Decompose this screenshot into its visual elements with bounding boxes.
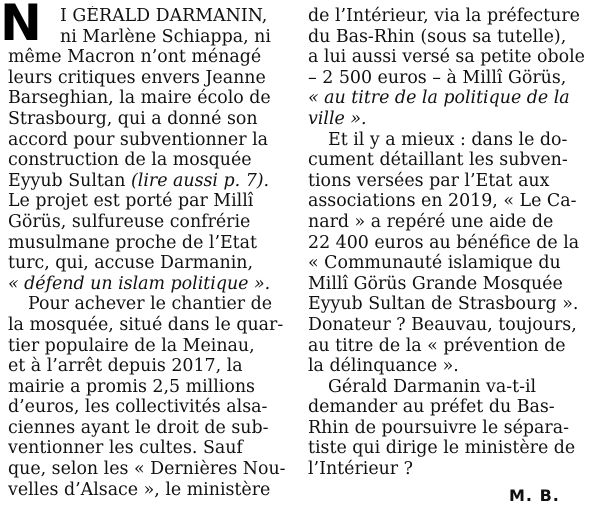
text-line: ventionner les cultes. Sauf [8,438,243,459]
text-line: nard » a repéré une aide de [308,211,554,232]
text-line: mairie a promis 2,5 millions [8,376,255,397]
text-line: ni Marlène Schiappa, ni [60,26,271,47]
text-line: Donateur ? Beauvau, toujours, [308,314,577,335]
text-line: Barseghian, la maire écolo de [8,88,271,109]
text-line: l’Intérieur ? [308,459,413,480]
text-line: ville ». [308,108,367,129]
text-line: Pour achever le chantier de [28,294,273,315]
text-line: que, selon les « Dernières Nou- [8,459,286,480]
text-line: a lui aussi versé sa petite obole [308,47,585,68]
text-line: au titre de la « prévention de [308,335,566,356]
text-line: velles d’Alsace », le ministère [8,479,271,500]
text-line: et à l’arrêt depuis 2017, la [8,356,243,377]
text-line: Et il y a mieux : dans le do- [328,129,568,150]
text-line: ciennes ayant le droit de sub- [8,417,269,438]
text-line: « Communauté islamique du [308,253,561,274]
left-column [8,6,288,500]
text-line: – 2 500 euros – à Millî Görüs, [308,67,567,88]
text-line: cument détaillant les subven- [308,150,568,171]
text-line: 22 400 euros au bénéfice de la [308,232,580,253]
text-line: turc, qui, accuse Darmanin, [8,253,254,274]
text-line: construction de la mosquée [8,150,252,171]
text-line: I GÉRALD DARMANIN, [60,6,268,26]
text-line: tions versées par l’Etat aux [308,170,550,191]
text-line: associations en 2019, « Le Ca- [308,191,577,212]
text-line: Gérald Darmanin va-t-il [328,376,537,397]
text-line: tiste qui dirige le ministère de [308,438,576,459]
text-line: Millî Görüs Grande Mosquée [308,273,563,294]
text-line: Rhin de poursuivre le sépara- [308,417,569,438]
text-line: Görüs, sulfureuse confrérie [8,211,251,232]
text-line: de l’Intérieur, via la préfecture [308,6,580,26]
text-line: la mosquée, situé dans le quar- [8,314,284,335]
text-line: demander au préfet du Bas- [308,397,555,418]
author-signature: M. B. [509,486,560,505]
text-line: même Macron n’ont ménagé [8,47,262,68]
text-line: Strasbourg, qui a donné son [8,108,258,129]
text-line: musulmane proche de l’Etat [8,232,258,253]
text-line: accord pour subventionner la [8,129,268,150]
cross-reference: (lire aussi p. 7). [130,170,270,191]
drop-cap: N [0,0,42,52]
right-column [308,6,588,480]
text-line: Le projet est porté par Millî [8,191,254,212]
text-line: leurs critiques envers Jeanne [8,67,266,88]
text-line: du Bas-Rhin (sous sa tutelle), [308,26,567,47]
text-line: tier populaire de la Meinau, [8,335,255,356]
text-line: « défend un islam politique ». [8,273,271,294]
text-line: d’euros, les collectivités alsa- [8,397,268,418]
text-line: la délinquance ». [308,356,459,377]
text-line: Eyyub Sultan (lire aussi p. 7). [8,170,270,191]
text-line: Eyyub Sultan de Strasbourg ». [308,294,579,315]
text-line: « au titre de la politique de la [308,88,570,109]
